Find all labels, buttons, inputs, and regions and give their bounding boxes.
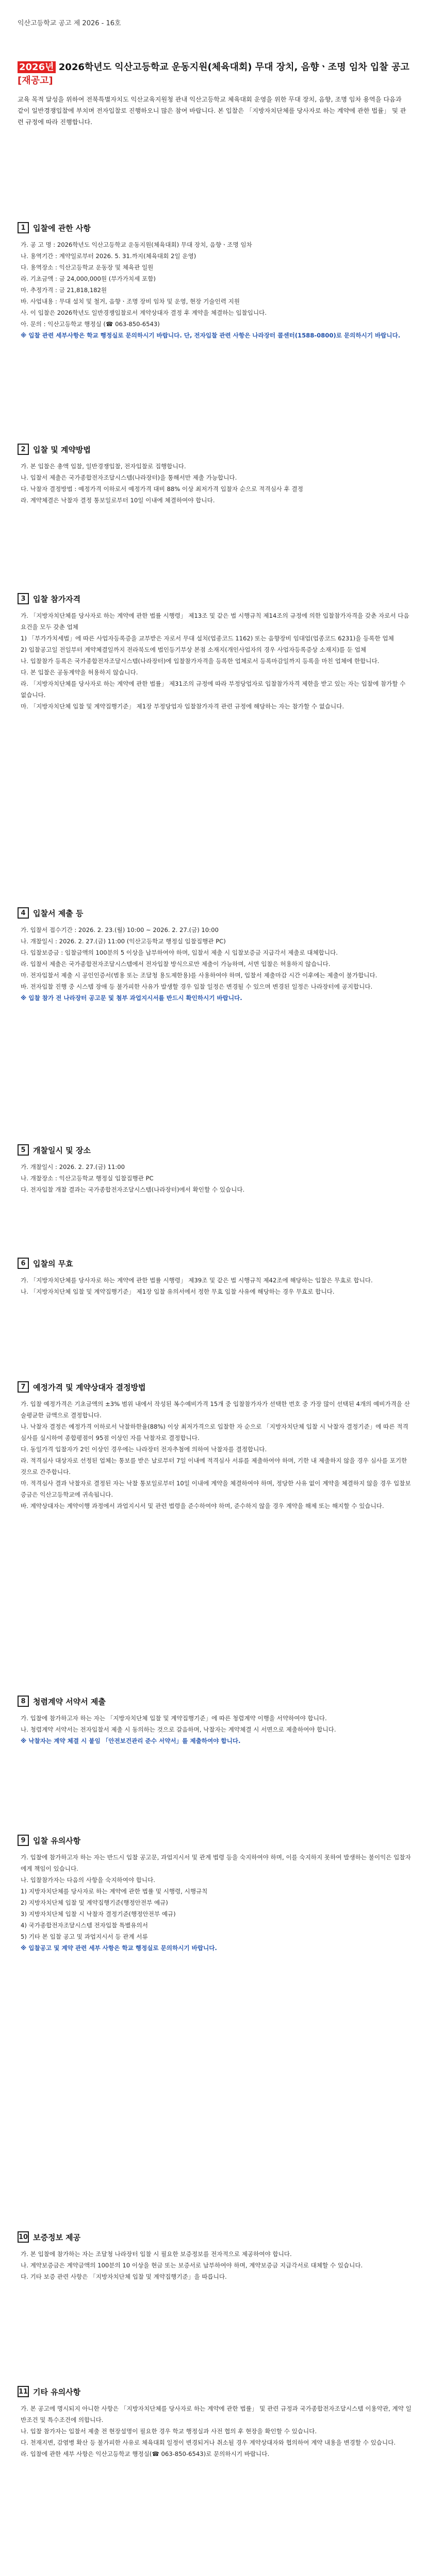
section-line: 바. 계약상대자는 계약이행 과정에서 과업지시서 및 관련 법령을 준수하여야 하며, 준수하지 않을 경우 계약을 해제 또는 해지할 수 있습니다.: [21, 1502, 384, 1510]
section-line: 나. 용역기간 : 계약일로부터 2026. 5. 31.까지(체육대회 2일 운영): [21, 252, 196, 260]
section-line: 2) 입찰공고일 전일부터 계약체결일까지 전라북도에 법인등기부상 본점 소재지(개인사업자의 경우 사업자등록증상 소재지)를 둔 업체: [21, 646, 366, 653]
section-label: 개찰일시 및 장소: [33, 1145, 91, 1155]
section-number: 1: [18, 222, 29, 233]
section-line: 나. 입찰서 제출은 국가종합전자조달시스템(나라장터)을 통해서만 제출 가능합니다.: [21, 474, 237, 481]
section-number: 4: [18, 907, 29, 919]
section-line: 라. 적격심사 대상자로 선정된 업체는 통보를 받은 날로부터 7일 이내에 적격심사 서류를 제출하여야 하며, 기한 내 제출하지 않을 경우 심사를 포기한 것으로 간주합니다.: [21, 1457, 407, 1476]
section-label: 예정가격 및 계약상대자 결정방법: [33, 1382, 146, 1392]
section-body: [21, 1713, 413, 1747]
section-line: 다. 낙찰자 결정방법 : 예정가격 이하로서 예정가격 대비 88% 이상 최저가격 입찰자 순으로 적격심사 후 결정: [21, 485, 303, 493]
section-number: 5: [18, 1144, 29, 1156]
section-line: 라. 「지방자치단체를 당사자로 하는 계약에 관한 법률」 제31조의 규정에 따라 부정당업자로 입찰참가자격 제한을 받고 있는 자는 입찰에 참가할 수 없습니다.: [21, 680, 406, 699]
title-text: 2026학년도 익산고등학교 운동지원(체육대회) 무대 장치, 음향ㆍ조명 임차 입찰 공고: [58, 62, 409, 73]
section-body: [21, 924, 413, 1004]
section-line: 바. 사업내용 : 무대 설치 및 철거, 음향ㆍ조명 장비 임차 및 운영, 현장 기술인력 지원: [21, 298, 240, 305]
section-number: 3: [18, 593, 29, 604]
section-line: 가. 입찰에 참가하고자 하는 자는 「지방자치단체 입찰 및 계약집행기준」에 따른 청렴계약 이행을 서약하여야 합니다.: [21, 1715, 327, 1722]
section-line: 가. 입찰 예정가격은 기초금액의 ±3% 범위 내에서 작성된 복수예비가격 15개 중 입찰참가자가 선택한 번호 중 가장 많이 선택된 4개의 예비가격을 산술평균한 금액으로 결정합니다.: [21, 1400, 410, 1419]
section-heading: [18, 1381, 146, 1393]
section-line: 다. 본 입찰은 공동계약을 허용하지 않습니다.: [21, 669, 138, 676]
section-line: 나. 개찰일시 : 2026. 2. 27.(금) 11:00 (익산고등학교 행정실 입찰집행관 PC): [21, 938, 226, 945]
section-line: 가. 본 공고에 명시되지 아니한 사항은 「지방자치단체를 당사자로 하는 계약에 관한 법률」 및 관련 규정과 국가종합전자조달시스템 이용약관, 계약 일반조건 및 특수조건에 의합니다.: [21, 2405, 412, 2424]
section-note: ※ 입찰 참가 전 나라장터 공고문 및 첨부 과업지시서를 반드시 확인하시기 바랍니다.: [21, 994, 242, 1002]
section-body: [21, 2403, 413, 2460]
section-heading: [18, 592, 80, 605]
section-line: 가. 본 입찰에 참가하는 자는 조달청 나라장터 입찰 시 필요한 보증정보를 전자적으로 제공하여야 합니다.: [21, 2250, 292, 2258]
section-body: [21, 461, 413, 506]
document-number: 익산고등학교 공고 제 2026 - 16호: [18, 20, 121, 27]
section-line: 마. 추정가격 : 금 21,818,182원: [21, 286, 107, 294]
title-highlight: 2026년: [18, 61, 56, 73]
section-line: 2) 지방자치단체 입찰 및 계약집행기준(행정안전부 예규): [21, 1899, 168, 1906]
section-line: 1) 「부가가치세법」에 따른 사업자등록증을 교부받은 자로서 무대 설치(업종코드 1162) 또는 음향장비 임대업(업종코드 6231)을 등록한 업체: [21, 635, 394, 642]
section-line: 나. 낙찰자 결정은 예정가격 이하로서 낙찰하한율(88%) 이상 최저가격으로 입찰한 자 순으로 「지방자치단체 입찰 시 낙찰자 결정기준」에 따른 적격심사를 실시하여 종합평점이 95점 이상인 자를 낙찰자로 결정합니다.: [21, 1423, 408, 1442]
section-label: 입찰의 무효: [33, 1259, 73, 1268]
section-label: 기타 유의사항: [33, 2387, 81, 2397]
section-line: 다. 입찰보증금 : 입찰금액의 100분의 5 이상을 납부하여야 하며, 입찰서 제출 시 입찰보증금 지급각서 제출로 대체합니다.: [21, 949, 338, 956]
section-line: 다. 천재지변, 감염병 확산 등 불가피한 사유로 체육대회 일정이 변경되거나 취소될 경우 계약상대자와 협의하여 계약 내용을 변경할 수 있습니다.: [21, 2439, 396, 2446]
section-line: 가. 입찰에 참가하고자 하는 자는 반드시 입찰 공고문, 과업지시서 및 관계 법령 등을 숙지하여야 하며, 이를 숙지하지 못하여 발생하는 불이익은 입찰자에게 책임이 있습니다.: [21, 1854, 411, 1872]
title-accent: [재공고]: [18, 75, 53, 86]
section-body: [21, 2248, 413, 2282]
section-body: [21, 1161, 413, 1195]
section-line: 라. 입찰서 제출은 국가종합전자조달시스템에서 전자입찰 방식으로만 제출이 가능하며, 서면 입찰은 허용하지 않습니다.: [21, 960, 331, 968]
section-line: 나. 입찰 참가자는 입찰서 제출 전 현장설명이 필요한 경우 학교 행정실과 사전 협의 후 현장을 확인할 수 있습니다.: [21, 2428, 317, 2435]
section-line: 가. 「지방자치단체를 당사자로 하는 계약에 관한 법률 시행령」 제39조 및 같은 법 시행규칙 제42조에 해당하는 입찰은 무효로 합니다.: [21, 1277, 373, 1284]
section-line: 라. 기초금액 : 금 24,000,000원 (부가가치세 포함): [21, 275, 156, 282]
section-line: 나. 「지방자치단체 입찰 및 계약집행기준」 제1장 입찰 유의서에서 정한 무효 입찰 사유에 해당하는 경우 무효로 합니다.: [21, 1288, 335, 1295]
section-number: 9: [18, 1835, 29, 1846]
section-line: 가. 입찰서 접수기간 : 2026. 2. 23.(월) 10:00 ~ 2026. 2. 27.(금) 10:00: [21, 926, 219, 934]
section-heading: [18, 907, 83, 919]
section-line: 3) 지방자치단체 입찰 시 낙찰자 결정기준(행정안전부 예규): [21, 1910, 176, 1918]
section-line: 바. 전자입찰 진행 중 시스템 장애 등 불가피한 사유가 발생할 경우 입찰 일정은 변경될 수 있으며 변경된 일정은 나라장터에 공지합니다.: [21, 983, 373, 990]
section-line: 5) 기타 본 입찰 공고 및 과업지시서 등 관계 서류: [21, 1933, 148, 1940]
section-line: 사. 이 입찰은 2026학년도 일반경쟁입찰로서 계약상대자 결정 후 계약을 체결하는 입찰입니다.: [21, 309, 267, 316]
section-label: 입찰 참가자격: [33, 594, 81, 604]
section-label: 입찰 유의사항: [33, 1836, 81, 1845]
section-number: 10: [18, 2231, 29, 2243]
section-line: 가. 개찰일시 : 2026. 2. 27.(금) 11:00: [21, 1163, 125, 1171]
section-heading: [18, 1144, 91, 1156]
section-heading: [18, 1695, 106, 1707]
section-body: [21, 1275, 413, 1297]
section-heading: [18, 222, 91, 234]
section-body: [21, 1852, 413, 1954]
section-line: 다. 용역장소 : 익산고등학교 운동장 및 체육관 일원: [21, 264, 154, 271]
section-line: 나. 개찰장소 : 익산고등학교 행정실 입찰집행관 PC: [21, 1175, 154, 1182]
section-note: ※ 낙찰자는 계약 체결 시 붙임 「안전보건관리 준수 서약서」를 제출하여야 합니다.: [21, 1737, 241, 1744]
section-heading: [18, 1834, 80, 1846]
section-line: 나. 계약보증금은 계약금액의 100분의 10 이상을 현금 또는 보증서로 납부하여야 하며, 계약보증금 지급각서로 대체할 수 있습니다.: [21, 2262, 363, 2269]
section-number: 7: [18, 1381, 29, 1393]
section-line: 마. 전자입찰서 제출 시 공인인증서(범용 또는 조달청 용도제한용)를 사용하여야 하며, 입찰서 제출마감 시간 이후에는 제출이 불가합니다.: [21, 972, 378, 979]
section-label: 청렴계약 서약서 제출: [33, 1697, 106, 1706]
section-body: [21, 239, 413, 341]
section-label: 입찰서 제출 등: [33, 908, 84, 918]
intro-paragraph: 교육 목적 달성을 위하여 전북특별자치도 익산교육지원청 관내 익산고등학교 체육대회 운영을 위한 무대 장치, 음향, 조명 임차 용역을 다음과 같이 일반경쟁입찰에 부치며 전자입찰로 진행하오니 많은 참여 바랍니다. 본 입찰은 「지방자치단체를 당사자로 하는 계약에 관한 법률」 및 관련 규정에 따라 진행합니다.: [18, 96, 406, 126]
section-label: 입찰 및 계약방법: [33, 445, 91, 454]
section-line: 다. 전자입찰 개찰 결과는 국가종합전자조달시스템(나라장터)에서 확인할 수 있습니다.: [21, 1186, 245, 1193]
section-line: 라. 입찰에 관한 세부 사항은 익산고등학교 행정실(☎ 063-850-6543)로 문의하시기 바랍니다.: [21, 2450, 270, 2458]
section-heading: [18, 2231, 80, 2243]
section-line: 4) 국가종합전자조달시스템 전자입찰 특별유의서: [21, 1922, 148, 1929]
section-label: 보증정보 제공: [33, 2232, 81, 2242]
section-line: 1) 지방자치단체를 당사자로 하는 계약에 관한 법률 및 시행령, 시행규칙: [21, 1888, 208, 1895]
section-line: 다. 기타 보증 관련 사항은 「지방자치단체 입찰 및 계약집행기준」을 따릅니다.: [21, 2273, 227, 2280]
section-number: 2: [18, 444, 29, 455]
section-line: 라. 계약체결은 낙찰자 결정 통보일로부터 10일 이내에 체결하여야 합니다.: [21, 497, 215, 504]
section-number: 11: [18, 2386, 29, 2397]
section-number: 8: [18, 1696, 29, 1707]
page-title: [18, 61, 409, 88]
section-line: 가. 본 입찰은 총액 입찰, 일반경쟁입찰, 전자입찰로 집행합니다.: [21, 463, 186, 470]
section-line: 가. 공 고 명 : 2026학년도 익산고등학교 운동지원(체육대회) 무대 장치, 음향ㆍ조명 임차: [21, 241, 252, 248]
section-heading: [18, 443, 91, 455]
section-line: 마. 「지방자치단체 입찰 및 계약집행기준」 제1장 부정당업자 입찰참가자격 관련 규정에 해당하는 자는 참가할 수 없습니다.: [21, 703, 345, 710]
section-line: 가. 「지방자치단체를 당사자로 하는 계약에 관한 법률 시행령」 제13조 및 같은 법 시행규칙 제14조의 규정에 의한 입찰참가자격을 갖춘 자로서 다음 요건을 모두 갖춘 업체: [21, 612, 409, 631]
section-heading: [18, 2385, 80, 2398]
section-label: 입찰에 관한 사항: [33, 223, 91, 233]
section-heading: [18, 1257, 73, 1269]
section-line: 나. 입찰참가자는 다음의 사항을 숙지하여야 합니다.: [21, 1876, 155, 1884]
section-line: 마. 적격심사 결과 낙찰자로 결정된 자는 낙찰 통보일로부터 10일 이내에 계약을 체결하여야 하며, 정당한 사유 없이 계약을 체결하지 않을 경우 입찰보증금은 익산고등학교에 귀속됩니다.: [21, 1480, 411, 1498]
section-note: ※ 입찰 관련 세부사항은 학교 행정실로 문의하시기 바랍니다. 단, 전자입찰 관련 사항은 나라장터 콜센터(1588-0800)로 문의하시기 바랍니다.: [21, 332, 401, 339]
section-number: 6: [18, 1258, 29, 1269]
section-note: ※ 입찰공고 및 계약 관련 세부 사항은 학교 행정실로 문의하시기 바랍니다.: [21, 1944, 217, 1952]
section-line: 나. 청렴계약 서약서는 전자입찰서 제출 시 동의하는 것으로 갈음하며, 낙찰자는 계약체결 시 서면으로 제출하여야 합니다.: [21, 1726, 336, 1733]
section-body: [21, 1398, 413, 1512]
section-line: 다. 동일가격 입찰자가 2인 이상인 경우에는 나라장터 전자추첨에 의하여 낙찰자를 결정합니다.: [21, 1446, 267, 1453]
section-line: 나. 입찰참가 등록은 국가종합전자조달시스템(나라장터)에 입찰참가자격을 등록한 업체로서 등록마감일까지 등록을 마친 업체에 한합니다.: [21, 657, 380, 665]
section-line: 아. 문의 : 익산고등학교 행정실 (☎ 063-850-6543): [21, 320, 160, 328]
section-body: [21, 610, 413, 712]
